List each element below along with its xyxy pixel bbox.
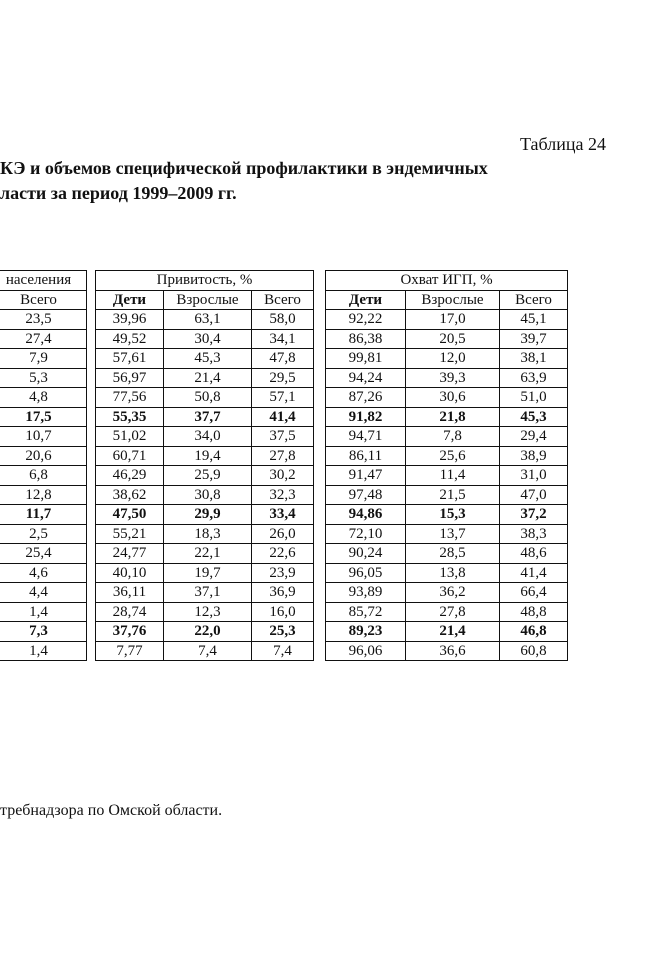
table-cell: 38,3 — [500, 524, 568, 544]
table-cell: 30,6 — [406, 388, 500, 408]
table-cell: 37,1 — [164, 583, 252, 603]
table-row — [0, 329, 568, 349]
table-cell: 22,1 — [164, 544, 252, 564]
table-cell: 34,0 — [164, 427, 252, 447]
table-cell: 13,8 — [406, 563, 500, 583]
table-cell: 25,6 — [406, 446, 500, 466]
table-row — [0, 602, 568, 622]
header-children: Дети — [326, 290, 406, 310]
table-cell: 97,48 — [326, 485, 406, 505]
table-cell: 37,7 — [164, 407, 252, 427]
table-row — [0, 524, 568, 544]
table-cell: 28,74 — [96, 602, 164, 622]
table-cell: 13,7 — [406, 524, 500, 544]
table-cell: 94,24 — [326, 368, 406, 388]
table-cell: 34,1 — [252, 329, 314, 349]
table-cell: 17,5 — [0, 407, 87, 427]
table-cell: 60,71 — [96, 446, 164, 466]
header-coverage: Охват ИГП, % — [326, 271, 568, 291]
table-cell: 18,3 — [164, 524, 252, 544]
table-cell: 7,9 — [0, 349, 87, 369]
table-cell: 21,4 — [164, 368, 252, 388]
table-cell: 47,50 — [96, 505, 164, 525]
table-cell: 39,7 — [500, 329, 568, 349]
footnote: требнадзора по Омской области. — [0, 802, 223, 819]
table-row — [0, 310, 568, 330]
table-cell: 57,1 — [252, 388, 314, 408]
table-cell: 7,4 — [252, 641, 314, 661]
table-row — [0, 388, 568, 408]
table-cell: 60,8 — [500, 641, 568, 661]
table-cell: 27,8 — [252, 446, 314, 466]
table-cell: 36,6 — [406, 641, 500, 661]
table-cell: 58,0 — [252, 310, 314, 330]
table-title-line-1: КЭ и объемов специфической профилактики в эндемичных — [0, 158, 488, 178]
table-cell: 25,9 — [164, 466, 252, 486]
table-cell: 87,26 — [326, 388, 406, 408]
table-cell: 66,4 — [500, 583, 568, 603]
table-cell: 93,89 — [326, 583, 406, 603]
table-cell: 20,5 — [406, 329, 500, 349]
table-cell: 4,6 — [0, 563, 87, 583]
table-row — [0, 622, 568, 642]
table-cell: 33,4 — [252, 505, 314, 525]
table-cell: 12,8 — [0, 485, 87, 505]
table-cell: 47,0 — [500, 485, 568, 505]
table-cell: 32,3 — [252, 485, 314, 505]
table-row — [0, 485, 568, 505]
header-adults: Взрослые — [164, 290, 252, 310]
table-cell: 23,5 — [0, 310, 87, 330]
table-cell: 21,4 — [406, 622, 500, 642]
table-cell: 5,3 — [0, 368, 87, 388]
table-cell: 12,0 — [406, 349, 500, 369]
table-row — [0, 466, 568, 486]
table-cell: 1,4 — [0, 641, 87, 661]
table-cell: 48,6 — [500, 544, 568, 564]
table-cell: 10,7 — [0, 427, 87, 447]
table-cell: 63,9 — [500, 368, 568, 388]
table-cell: 38,9 — [500, 446, 568, 466]
table-cell: 94,71 — [326, 427, 406, 447]
table-cell: 28,5 — [406, 544, 500, 564]
table-row — [0, 407, 568, 427]
table-cell: 50,8 — [164, 388, 252, 408]
table-cell: 23,9 — [252, 563, 314, 583]
table-cell: 26,0 — [252, 524, 314, 544]
table-row — [0, 368, 568, 388]
header-total: Всего — [252, 290, 314, 310]
table-body — [0, 310, 568, 661]
table-cell: 51,02 — [96, 427, 164, 447]
table-cell: 30,2 — [252, 466, 314, 486]
table-cell: 37,2 — [500, 505, 568, 525]
table-cell: 29,4 — [500, 427, 568, 447]
table-cell: 41,4 — [252, 407, 314, 427]
table-cell: 49,52 — [96, 329, 164, 349]
table-cell: 55,35 — [96, 407, 164, 427]
table-cell: 17,0 — [406, 310, 500, 330]
table-cell: 99,81 — [326, 349, 406, 369]
header-adults: Взрослые — [406, 290, 500, 310]
table-row — [0, 544, 568, 564]
table-cell: 6,8 — [0, 466, 87, 486]
table-cell: 92,22 — [326, 310, 406, 330]
table-cell: 31,0 — [500, 466, 568, 486]
table-cell: 46,29 — [96, 466, 164, 486]
table-cell: 25,4 — [0, 544, 87, 564]
header-children: Дети — [96, 290, 164, 310]
table-cell: 45,3 — [164, 349, 252, 369]
table-cell: 57,61 — [96, 349, 164, 369]
data-table — [0, 270, 568, 661]
table-cell: 48,8 — [500, 602, 568, 622]
table-cell: 7,77 — [96, 641, 164, 661]
table-cell: 24,77 — [96, 544, 164, 564]
table-cell: 27,8 — [406, 602, 500, 622]
table-row — [0, 583, 568, 603]
table-number: Таблица 24 — [520, 134, 606, 154]
table-row — [0, 563, 568, 583]
table-cell: 37,5 — [252, 427, 314, 447]
table-cell: 16,0 — [252, 602, 314, 622]
table-cell: 51,0 — [500, 388, 568, 408]
table-cell: 39,96 — [96, 310, 164, 330]
table-cell: 39,3 — [406, 368, 500, 388]
header-total: Всего — [500, 290, 568, 310]
table-cell: 38,1 — [500, 349, 568, 369]
table-cell: 89,23 — [326, 622, 406, 642]
table-cell: 55,21 — [96, 524, 164, 544]
table-cell: 20,6 — [0, 446, 87, 466]
table-cell: 15,3 — [406, 505, 500, 525]
table-cell: 21,8 — [406, 407, 500, 427]
table-cell: 46,8 — [500, 622, 568, 642]
table-cell: 77,56 — [96, 388, 164, 408]
table-cell: 11,4 — [406, 466, 500, 486]
table-cell: 7,8 — [406, 427, 500, 447]
table-cell: 19,7 — [164, 563, 252, 583]
table-cell: 7,3 — [0, 622, 87, 642]
table-cell: 38,62 — [96, 485, 164, 505]
table-row — [0, 446, 568, 466]
table-cell: 45,3 — [500, 407, 568, 427]
table-cell: 91,47 — [326, 466, 406, 486]
table-row — [0, 641, 568, 661]
table-cell: 4,8 — [0, 388, 87, 408]
table-cell: 86,38 — [326, 329, 406, 349]
table-cell: 22,6 — [252, 544, 314, 564]
header-row-1 — [0, 271, 568, 291]
table-row — [0, 505, 568, 525]
table-cell: 4,4 — [0, 583, 87, 603]
header-total: Всего — [0, 290, 87, 310]
table-row — [0, 349, 568, 369]
table-cell: 96,05 — [326, 563, 406, 583]
table-cell: 36,11 — [96, 583, 164, 603]
table-cell: 47,8 — [252, 349, 314, 369]
table-cell: 56,97 — [96, 368, 164, 388]
table-cell: 96,06 — [326, 641, 406, 661]
header-row-2 — [0, 290, 568, 310]
table-title-line-2: ласти за период 1999–2009 гг. — [0, 183, 237, 203]
table-cell: 29,5 — [252, 368, 314, 388]
table-cell: 11,7 — [0, 505, 87, 525]
table-cell: 45,1 — [500, 310, 568, 330]
table-cell: 19,4 — [164, 446, 252, 466]
header-population: населения — [0, 271, 87, 291]
header-vaccination: Привитость, % — [96, 271, 314, 291]
table-cell: 36,2 — [406, 583, 500, 603]
table-cell: 7,4 — [164, 641, 252, 661]
table-row — [0, 427, 568, 447]
table-cell: 12,3 — [164, 602, 252, 622]
table-cell: 21,5 — [406, 485, 500, 505]
table-cell: 36,9 — [252, 583, 314, 603]
table-cell: 40,10 — [96, 563, 164, 583]
table-cell: 2,5 — [0, 524, 87, 544]
table-cell: 30,4 — [164, 329, 252, 349]
table-cell: 29,9 — [164, 505, 252, 525]
table-cell: 85,72 — [326, 602, 406, 622]
table-cell: 94,86 — [326, 505, 406, 525]
table-cell: 91,82 — [326, 407, 406, 427]
table-cell: 41,4 — [500, 563, 568, 583]
table-cell: 90,24 — [326, 544, 406, 564]
table-cell: 86,11 — [326, 446, 406, 466]
table-cell: 63,1 — [164, 310, 252, 330]
table-cell: 72,10 — [326, 524, 406, 544]
table-cell: 22,0 — [164, 622, 252, 642]
table-cell: 27,4 — [0, 329, 87, 349]
table-cell: 1,4 — [0, 602, 87, 622]
table-cell: 25,3 — [252, 622, 314, 642]
table-cell: 30,8 — [164, 485, 252, 505]
table-cell: 37,76 — [96, 622, 164, 642]
